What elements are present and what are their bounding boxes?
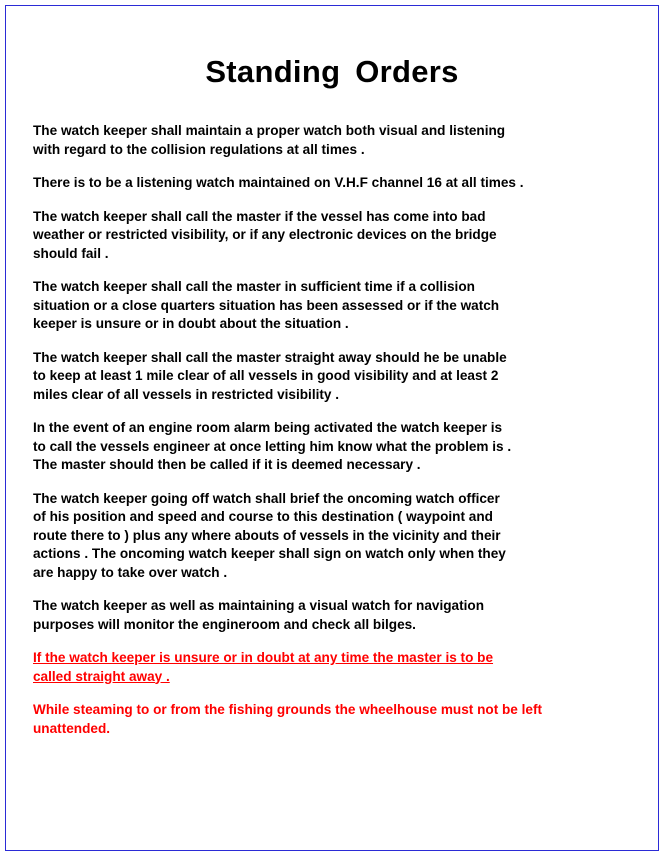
orders-list [33,122,593,753]
order-bad-weather: The watch keeper shall call the master if the vessel has come into bad weather or restricted visibility, or if any electronic devices on the bridge should fail . [33,208,497,261]
order-wheelhouse-unattended-warning: While steaming to or from the fishing grounds the wheelhouse must not be left unattended. [33,702,543,736]
order-proper-watch: The watch keeper shall maintain a proper watch both visual and listening with regard to the collision regulations at all times . [33,123,506,157]
order-call-master-warning: If the watch keeper is unsure or in doubt at any time the master is to be called straight away . [33,650,494,684]
order-watch-handover: The watch keeper going off watch shall brief the oncoming watch officer of his position and speed and course to this destination ( waypoint and route there to ) plus any where abouts of vessels in the vicinity and their actions . The oncoming watch keeper shall sign on watch only when they are happy to take over watch . [33,490,506,580]
order-engine-room-alarm: In the event of an engine room alarm being activated the watch keeper is to call the vessels engineer at once letting him know what the problem is . The master should then be called if it is deemed necessary . [33,420,512,472]
page-title: Standing Orders [205,54,459,89]
order-collision-situation: The watch keeper shall call the master in sufficient time if a collision situation or a close quarters situation has been assessed or if the watch keeper is unsure or in doubt about the situation . [33,279,500,331]
order-clearance-distance: The watch keeper shall call the master straight away should he be unable to keep at least 1 mile clear of all vessels in good visibility and at least 2 miles clear of all vessels in restricted visibility . [33,349,507,402]
order-engineroom-bilges: The watch keeper as well as maintaining a visual watch for navigation purposes will monitor the engineroom and check all bilges. [33,598,484,632]
order-vhf-listening-watch: There is to be a listening watch maintained on V.H.F channel 16 at all times . [33,175,524,190]
document-page [5,5,659,851]
